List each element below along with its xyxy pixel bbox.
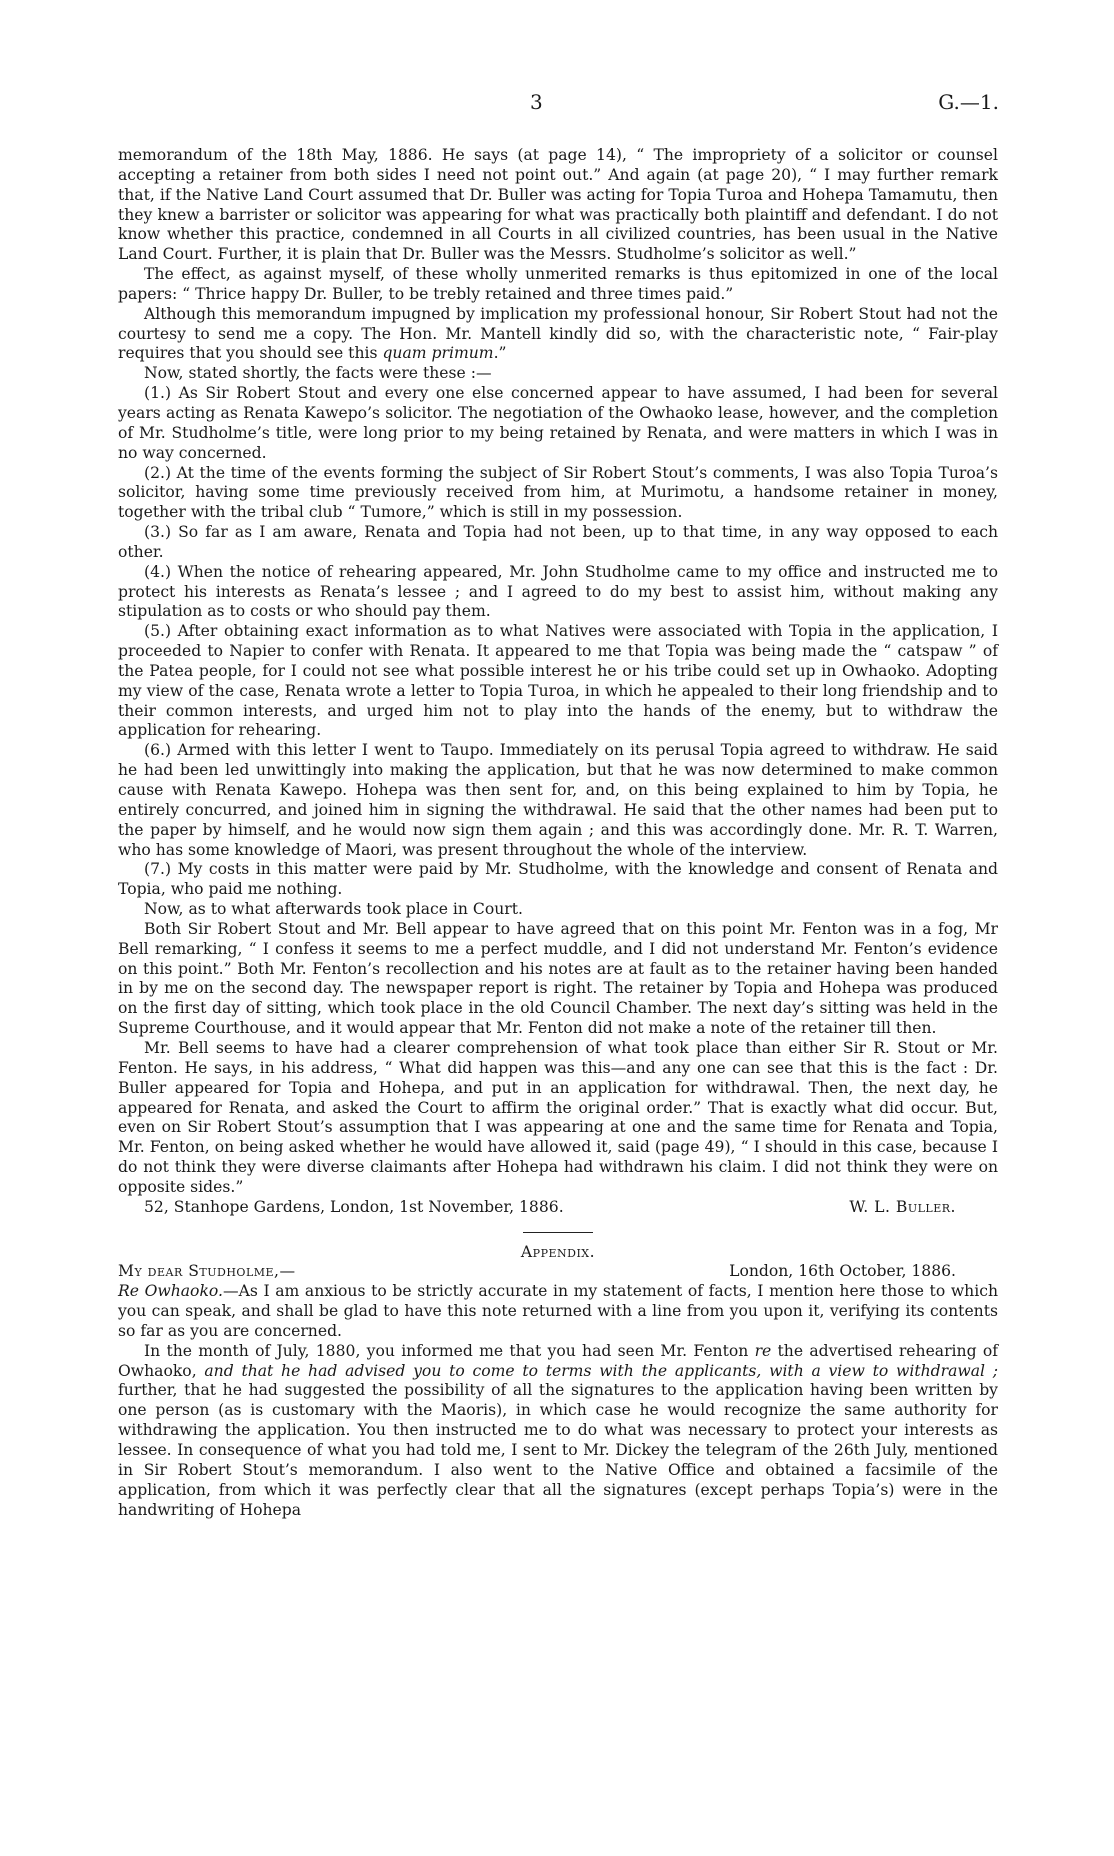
latin-phrase: quam primum — [382, 344, 494, 363]
fact-item-3: (3.) So far as I am aware, Renata and Topia had not been, up to that time, in any way opposed to each other. — [118, 523, 998, 561]
appendix-title: Appendix. — [520, 1242, 596, 1261]
paragraph-fenton-fog: Both Sir Robert Stout and Mr. Bell appear to have agreed that on this point Mr. Fenton was in a fog, Mr Bell remarking, “ I confess it seems to me a perfect muddle, and I did not understand Mr. Fenton’s evidence on this point.” Both Mr. Fenton’s recollection and his notes are at fault as to the retainer having been handed in by me on the second day. The newspaper report is right. The retainer by Topia and Hohepa was produced on the first day of sitting, which took place in the old Council Chamber. The next day’s sitting was held in the Supreme Courthouse, and it would appear that Mr. Fenton did not make a note of the retainer till then. — [118, 919, 998, 1038]
paragraph-bell-comprehension: Mr. Bell seems to have had a clearer comprehension of what took place than either Sir R. Stout or Mr. Fenton. He says, in his address, “ What did happen was this—and any one can see that this is the fact : Dr. Buller appeared for Topia and Hohepa, and put in an application for withdrawal. Then, the next day, he appeared for Renata, and asked the Court to affirm the original order.” That is exactly what did occur. But, even on Sir Robert Stout’s assumption that I was appearing at one and the same time for Renata and Topia, Mr. Fenton, on being asked whether he would have allowed it, said (page 49), “ I should in this case, because I do not think they were diverse claimants after Hohepa had withdrawn his claim. I did not think they were on opposite sides.” — [118, 1038, 998, 1196]
page-body — [118, 146, 998, 1520]
fact-item-4: (4.) When the notice of rehearing appeared, Mr. John Studholme came to my office and instructed me to protect his interests as Renata’s lessee ; and I agreed to do my best to assist him, without making any stipulation as to costs or who should pay them. — [118, 562, 998, 621]
document-code: G.—1. — [938, 90, 999, 114]
fact-item-7: (7.) My costs in this matter were paid by Mr. Studholme, with the knowledge and consent of Renata and Topia, who paid me nothing. — [118, 860, 998, 899]
salutation: My dear Studholme,— — [118, 1262, 296, 1281]
fact-item-1: (1.) As Sir Robert Stout and every one else concerned appear to have assumed, I had been for several years acting as Renata Kawepo’s solicitor. The negotiation of the Owhaoko lease, however, and the completion of Mr. Studholme’s title, were long prior to my being retained by Renata, and were matters in which I was in no way concerned. — [118, 384, 998, 462]
section-divider — [523, 1232, 593, 1233]
appendix-paragraph-2: In the month of July, 1880, you informed me that you had seen Mr. Fenton re the advertised rehearing of Owhaoko, and that he had advised you to come to terms with the applicants, with a view to withdrawal ; further, that he had suggested the possibility of all the signatures to the application having been written by one person (as is customary with the Maoris), in which case he would recognize the same authority for withdrawing the application. You then instructed me to do what was necessary to protect your interests as lessee. In consequence of what you had told me, I sent to Mr. Dickey the telegram of the 26th July, mentioned in Sir Robert Stout’s memorandum. I also went to the Native Office and obtained a facsimile of the application, from which it was perfectly clear that all the signatures (except perhaps Topia’s) were in the handwriting of Hohepa — [118, 1341, 998, 1519]
paragraph-effect: The effect, as against myself, of these wholly unmerited remarks is thus epitomized in one of the local papers: “ Thrice happy Dr. Buller, to be trebly retained and three times paid.” — [118, 265, 998, 303]
fenton-advice: and that he had advised you to come to terms with the applicants, with a view to withdrawal ; — [204, 1361, 998, 1380]
paragraph-memorandum-quote: memorandum of the 18th May, 1886. He says (at page 14), “ The impropriety of a solicitor or counsel accepting a retainer from both sides I need not point out.” And again (at page 20), “ I may further remark that, if the Native Land Court assumed that Dr. Buller was acting for Topia Turoa and Hohepa Tamamutu, then they knew a barrister or solicitor was appearing for what was practically both plaintiff and defendant. I do not know whether this practice, condemned in all Courts in all civilized countries, has been usual in the Native Land Court. Further, it is plain that Dr. Buller was the Messrs. Studholme’s solicitor as well.” — [118, 146, 998, 264]
page-header — [0, 90, 1114, 120]
subject-reference: Re Owhaoko. — [118, 1282, 223, 1301]
address-date: 52, Stanhope Gardens, London, 1st November, 1886. — [144, 1197, 564, 1216]
letter-date: London, 16th October, 1886. — [729, 1262, 956, 1281]
appendix-paragraph-1: Re Owhaoko.—As I am anxious to be strictly accurate in my statement of facts, I mention here those to which you can speak, and shall be glad to have this note returned with a line from you upon it, verifying its contents so far as you are concerned. — [118, 1282, 998, 1340]
signature-line — [118, 1198, 998, 1218]
signature: W. L. Buller. — [849, 1197, 956, 1216]
page-number: 3 — [530, 90, 543, 114]
letter-heading — [118, 1262, 998, 1282]
fact-item-6: (6.) Armed with this letter I went to Taupo. Immediately on its perusal Topia agreed to withdraw. He said he had been led unwittingly into making the application, but that he was now determined to make common cause with Renata Kawepo. Hohepa was then sent for, and, on this being explained to him by Topia, he entirely concurred, and joined him in signing the withdrawal. He said that the other names had been put to the paper by himself, and he would now sign them again ; and this was accordingly done. Mr. R. T. Warren, who has some knowledge of Maori, was present throughout the whole of the interview. — [118, 741, 998, 859]
paragraph-memorandum-honour: Although this memorandum impugned by implication my professional honour, Sir Robert Stout had not the courtesy to send me a copy. The Hon. Mr. Mantell kindly did so, with the characteristic note, “ Fair-play requires that you should see this quam primum.” — [118, 304, 998, 363]
paragraph-court-intro: Now, as to what afterwards took place in Court. — [144, 900, 523, 919]
fact-item-5: (5.) After obtaining exact information as to what Natives were associated with Topia in the application, I proceeded to Napier to confer with Renata. It appeared to me that Topia was being made the “ catspaw ” of the Patea people, for I could not see what possible interest he or his tribe could set up in Owhaoko. Adopting my view of the case, Renata wrote a letter to Topia Turoa, in which he appealed to their long friendship and to their common interests, and urged him not to play into the hands of the enemy, but to withdraw the application for rehearing. — [118, 622, 998, 740]
paragraph-facts-intro: Now, stated shortly, the facts were these :— — [144, 364, 492, 383]
fact-item-2: (2.) At the time of the events forming the subject of Sir Robert Stout’s comments, I was also Topia Turoa’s solicitor, having some time previously received from him, at Murimotu, a handsome retainer in money, together with the tribal club “ Tumore,” which is still in my possession. — [118, 463, 998, 522]
